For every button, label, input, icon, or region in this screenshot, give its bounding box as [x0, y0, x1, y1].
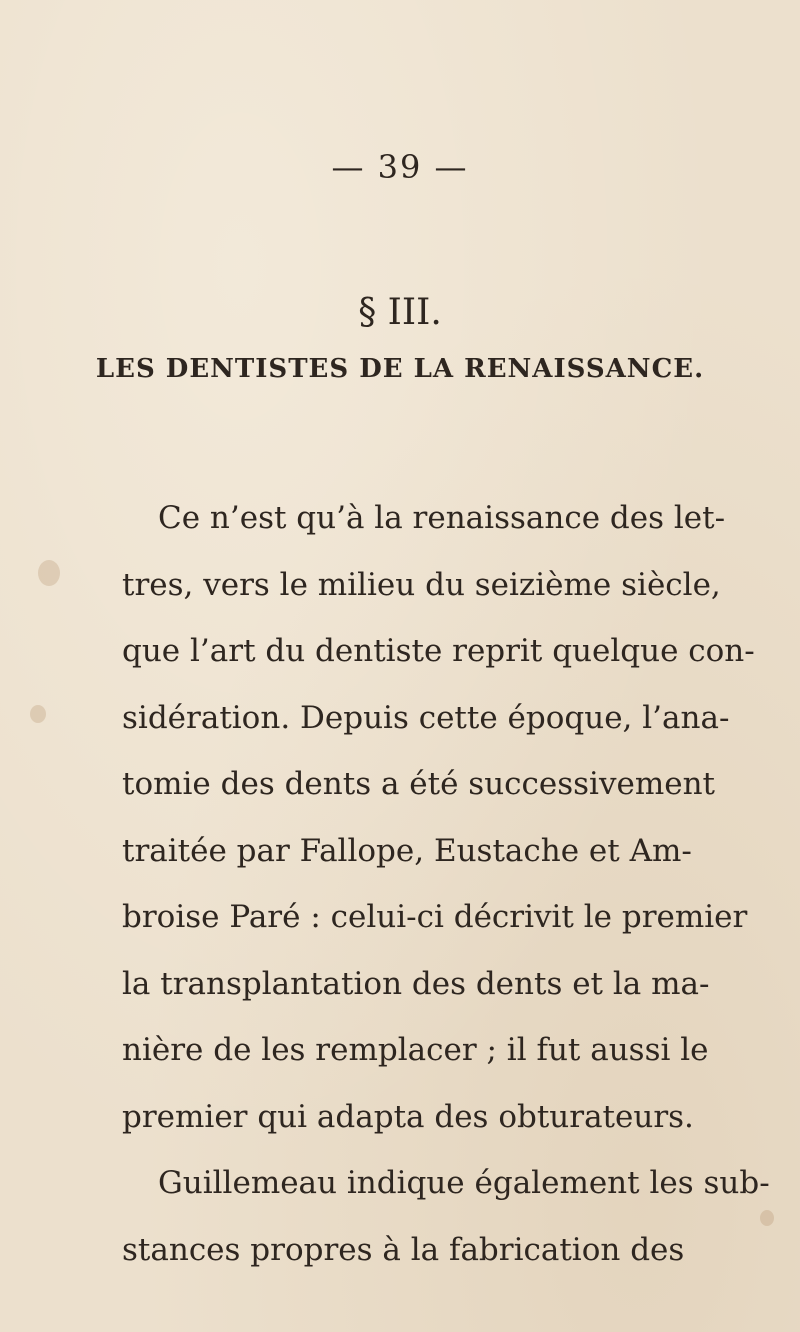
section-title: LES DENTISTES DE LA RENAISSANCE.	[95, 354, 705, 384]
text-line: broise Paré : celui-ci décrivit le premier	[122, 899, 748, 935]
text-line: premier qui adapta des obturateurs.	[122, 1098, 694, 1135]
foxing-stain	[30, 705, 46, 723]
text-line: traitée par Fallope, Eustache et Am-	[122, 832, 692, 869]
text-line: tomie des dents a été successivement	[122, 766, 715, 802]
foxing-stain	[760, 1210, 774, 1226]
section-mark: § III.	[358, 292, 442, 333]
text-line: tres, vers le milieu du seizième siècle,	[122, 566, 721, 603]
text-line: stances propres à la fabrication des	[122, 1231, 685, 1268]
foxing-stain	[38, 560, 60, 586]
text-line: nière de les remplacer ; il fut aussi le	[122, 1032, 709, 1068]
text-line: la transplantation des dents et la ma-	[122, 965, 710, 1002]
body-text	[122, 485, 770, 1283]
text-line: sidération. Depuis cette époque, l’ana-	[122, 699, 730, 736]
text-line: que l’art du dentiste reprit quelque con-	[122, 633, 755, 669]
page-number: — 39 —	[331, 148, 469, 186]
text-line: Ce n’est qu’à la renaissance des let-	[158, 500, 726, 536]
text-line: Guillemeau indique également les sub-	[158, 1165, 770, 1201]
